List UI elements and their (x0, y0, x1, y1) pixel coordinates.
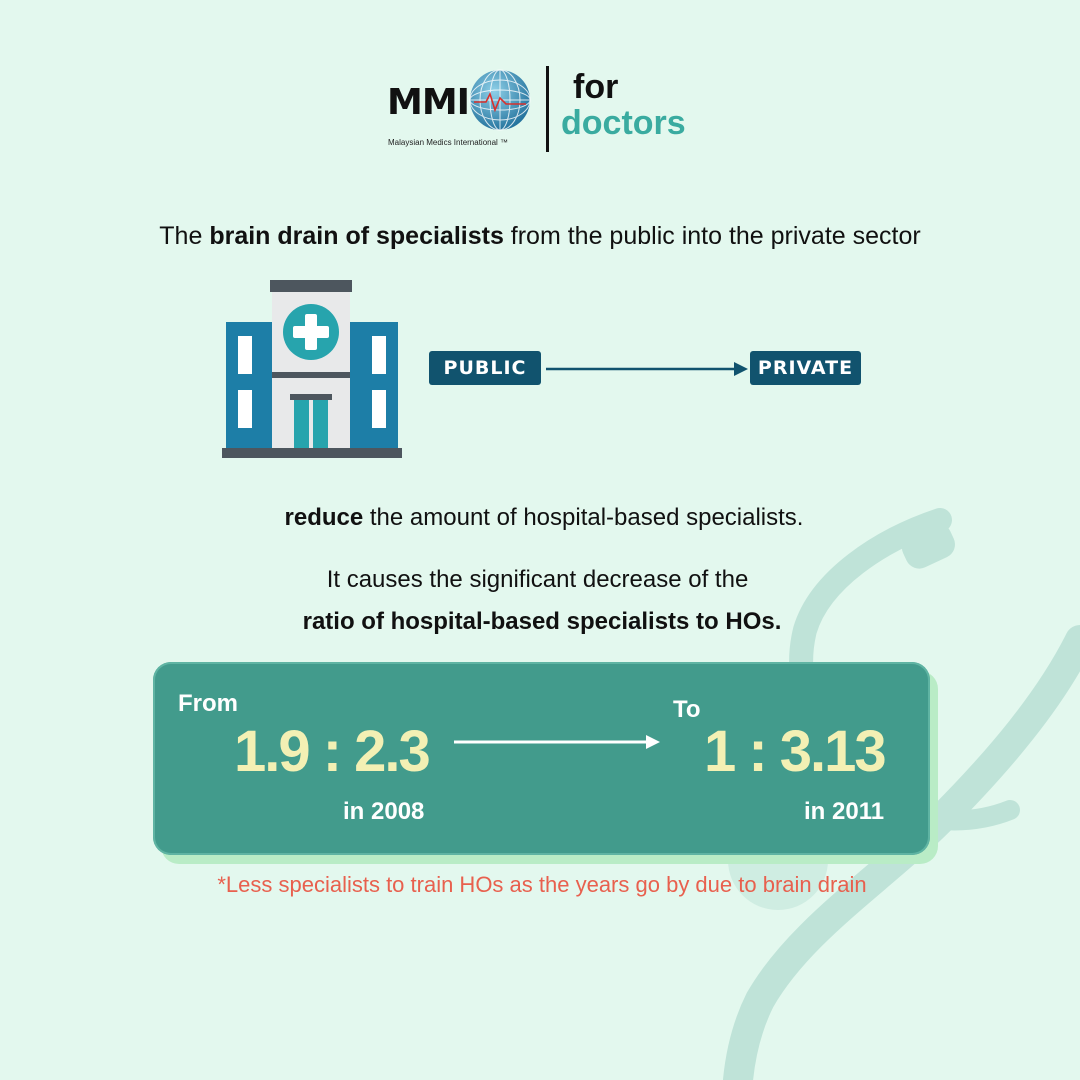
logo-tag-doctors: doctors (561, 104, 686, 142)
headline-prefix: The (159, 222, 210, 250)
effect-bold: reduce (284, 504, 364, 531)
year-2008-label: in 2008 (343, 798, 425, 825)
ratio-2008: 1.9 : 2.3 (234, 719, 429, 784)
headline-suffix: from the public into the private sector (503, 222, 921, 250)
public-label: PUBLIC (429, 351, 541, 385)
year-2011-label: in 2011 (804, 798, 885, 825)
headline (0, 222, 1080, 251)
effect-text (0, 504, 1080, 532)
cause-text-line2: ratio of hospital-based specialists to HOs. (302, 608, 782, 635)
headline-bold: brain drain of specialists (209, 222, 504, 250)
effect-rest: the amount of hospital-based specialists. (363, 504, 804, 531)
private-label: PRIVATE (750, 351, 861, 385)
logo-brand-text: MMI (387, 82, 470, 123)
arrow-right-icon (544, 358, 749, 380)
to-label: To (673, 696, 701, 723)
logo-subtitle: Malaysian Medics International ™ (388, 138, 509, 147)
hospital-icon (222, 278, 402, 462)
globe-icon (468, 68, 532, 132)
cause-text-line1: It causes the significant decrease of the (326, 566, 749, 593)
arrow-right-icon (452, 732, 662, 752)
ratio-2011: 1 : 3.13 (704, 719, 885, 784)
from-label: From (178, 690, 238, 717)
logo-divider (546, 66, 549, 152)
footnote: *Less specialists to train HOs as the years go by due to brain drain (217, 872, 867, 897)
logo-tag-for: for (573, 68, 619, 106)
